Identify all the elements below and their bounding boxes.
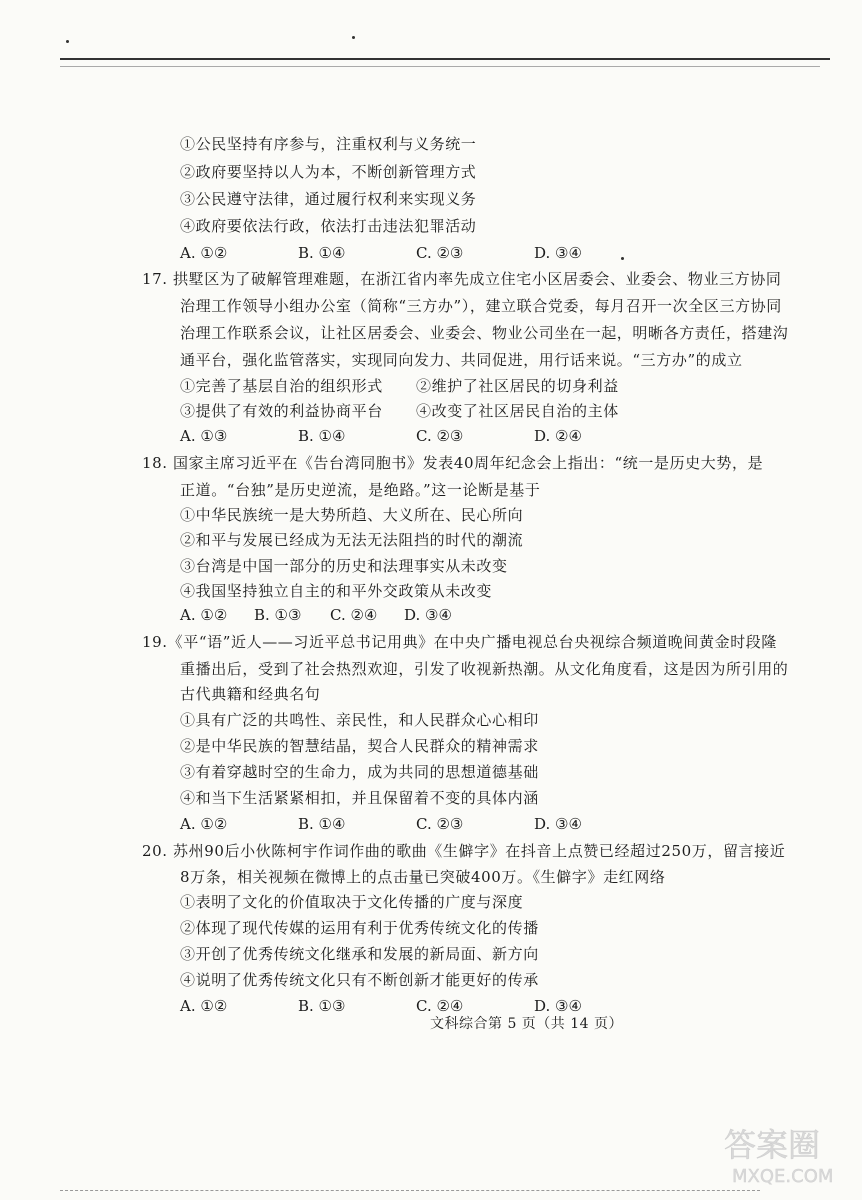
q19-option-a: A. ①② bbox=[180, 815, 228, 833]
q16-option-b: B. ①④ bbox=[298, 244, 346, 262]
q20-option-a: A. ①② bbox=[180, 997, 228, 1015]
q17-item-2: ②维护了社区居民的切身利益 bbox=[416, 377, 619, 395]
q18-option-b: B. ①③ bbox=[254, 606, 302, 624]
page-footer: 文科综合第 5 页（共 14 页） bbox=[430, 1016, 624, 1032]
q20-item-4: ④说明了优秀传统文化只有不断创新才能更好的传承 bbox=[180, 971, 539, 989]
q17-stem-1: 17. 拱墅区为了破解管理难题，在浙江省内率先成立住宅小区居委会、业委会、物业三方协同 bbox=[142, 270, 782, 288]
q20-stem-1: 20. 苏州90后小伙陈柯宇作词作曲的歌曲《生僻字》在抖音上点赞已经超过250万，留言接近 bbox=[142, 842, 786, 860]
q20-option-c: C. ②④ bbox=[416, 997, 464, 1015]
q18-item-2: ②和平与发展已经成为无法无法阻挡的时代的潮流 bbox=[180, 531, 524, 549]
header-rule-thin bbox=[60, 66, 820, 67]
q18-option-d: D. ③④ bbox=[404, 606, 452, 624]
q16-option-a: A. ①② bbox=[180, 244, 228, 262]
q19-item-4: ④和当下生活紧紧相扣，并且保留着不变的具体内涵 bbox=[180, 789, 539, 807]
q18-item-4: ④我国坚持独立自主的和平外交政策从未改变 bbox=[180, 582, 493, 600]
q17-option-d: D. ②④ bbox=[534, 427, 582, 445]
q20-item-3: ③开创了优秀传统文化继承和发展的新局面、新方向 bbox=[180, 945, 539, 963]
watermark-text-top: 答案圈 bbox=[724, 1126, 821, 1164]
q20-option-d: D. ③④ bbox=[534, 997, 582, 1015]
q17-item-4: ④改变了社区居民自治的主体 bbox=[416, 402, 619, 420]
watermark-text-bottom: MXQE.COM bbox=[732, 1166, 834, 1187]
q18-stem-2: 正道。“台独”是历史逆流，是绝路。”这一论断是基于 bbox=[180, 481, 541, 499]
q20-item-1: ①表明了文化的价值取决于文化传播的广度与深度 bbox=[180, 893, 524, 911]
q17-item-3: ③提供了有效的利益协商平台 bbox=[180, 402, 383, 420]
q19-option-d: D. ③④ bbox=[534, 815, 582, 833]
q19-item-3: ③有着穿越时空的生命力，成为共同的思想道德基础 bbox=[180, 763, 539, 781]
watermark-logo bbox=[718, 1118, 848, 1188]
q18-item-1: ①中华民族统一是大势所趋、大义所在、民心所向 bbox=[180, 506, 524, 524]
footer-rule bbox=[60, 1190, 760, 1191]
q19-item-1: ①具有广泛的共鸣性、亲民性，和人民群众心心相印 bbox=[180, 711, 539, 729]
q20-stem-2: 8万条，相关视频在微博上的点击量已突破400万。《生僻字》走红网络 bbox=[180, 868, 666, 886]
q19-option-b: B. ①④ bbox=[298, 815, 346, 833]
q16-item-3: ③公民遵守法律，通过履行权利来实现义务 bbox=[180, 190, 477, 208]
q19-option-c: C. ②③ bbox=[416, 815, 464, 833]
q18-stem-1: 18. 国家主席习近平在《告台湾同胞书》发表40周年纪念会上指出：“统一是历史大势，是 bbox=[142, 454, 764, 472]
q18-item-3: ③台湾是中国一部分的历史和法理事实从未改变 bbox=[180, 557, 508, 575]
q19-stem-2: 重播出后，受到了社会热烈欢迎，引发了收视新热潮。从文化角度看，这是因为所引用的 bbox=[180, 660, 789, 678]
q16-item-4: ④政府要依法行政，依法打击违法犯罪活动 bbox=[180, 217, 477, 235]
q17-stem-3: 治理工作联系会议，让社区居委会、业委会、物业公司坐在一起，明晰各方责任，搭建沟 bbox=[180, 324, 789, 342]
q19-stem-3: 古代典籍和经典名句 bbox=[180, 685, 321, 703]
q17-option-c: C. ②③ bbox=[416, 427, 464, 445]
q17-stem-4: 通平台，强化监管落实，实现同向发力、共同促进，用行话来说。“三方办”的成立 bbox=[180, 351, 743, 369]
header-rule bbox=[60, 58, 830, 60]
q20-option-b: B. ①③ bbox=[298, 997, 346, 1015]
q17-option-a: A. ①③ bbox=[180, 427, 228, 445]
q20-item-2: ②体现了现代传媒的运用有利于优秀传统文化的传播 bbox=[180, 919, 539, 937]
q17-item-1: ①完善了基层自治的组织形式 bbox=[180, 377, 383, 395]
q18-option-c: C. ②④ bbox=[330, 606, 378, 624]
q19-stem-1: 19.《平“语”近人——习近平总书记用典》在中央广播电视总台央视综合频道晚间黄金时段隆 bbox=[142, 633, 777, 651]
scan-speck bbox=[352, 36, 355, 39]
q16-item-2: ②政府要坚持以人为本，不断创新管理方式 bbox=[180, 163, 477, 181]
q18-option-a: A. ①② bbox=[180, 606, 228, 624]
scan-speck bbox=[621, 257, 624, 260]
q19-item-2: ②是中华民族的智慧结晶，契合人民群众的精神需求 bbox=[180, 737, 539, 755]
scan-speck bbox=[66, 40, 69, 43]
q16-option-d: D. ③④ bbox=[534, 244, 582, 262]
q16-item-1: ①公民坚持有序参与，注重权利与义务统一 bbox=[180, 135, 477, 153]
q16-option-c: C. ②③ bbox=[416, 244, 464, 262]
q17-stem-2: 治理工作领导小组办公室（简称“三方办”），建立联合党委，每月召开一次全区三方协同 bbox=[180, 297, 782, 315]
q17-option-b: B. ①④ bbox=[298, 427, 346, 445]
